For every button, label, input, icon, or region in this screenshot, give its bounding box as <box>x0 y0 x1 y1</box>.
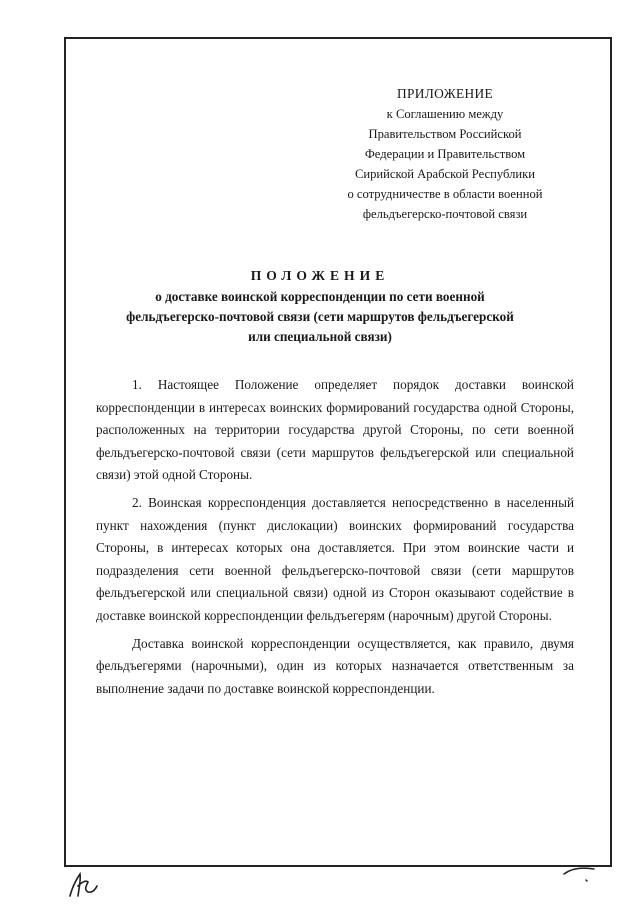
signature-initial-right <box>560 862 600 888</box>
document-title: ПОЛОЖЕНИЕ <box>250 268 390 283</box>
appendix-line: Правительством Российской <box>368 127 522 141</box>
appendix-line: к Соглашению между <box>386 107 504 121</box>
document-heading <box>100 266 540 347</box>
paragraph-2: 2. Воинская корреспонденция доставляется непосредственно в населенный пункт нахождения (пункт дислокации) воинских формирований государства Стороны, в интересах которых она доставляется. При этом воинские части и подразделения сети военной фельдъегерско-почтовой связи (сети маршрутов фельдъегерской или специальной связи) одной из Сторон оказывают содействие в доставке воинской корреспонденции фельдъегерям (нарочным) другой Стороны. <box>96 494 574 623</box>
document-subtitle-line: или специальной связи) <box>248 329 392 344</box>
appendix-line: Федерации и Правительством <box>364 147 526 161</box>
appendix-line: фельдъегерско-почтовой связи <box>362 207 528 221</box>
document-body <box>96 374 574 705</box>
paragraph-3: Доставка воинской корреспонденции осуществляется, как правило, двумя фельдъегерями (нарочными), один из которых назначается ответственным за выполнение задачи по доставке воинской корреспонденции. <box>96 635 574 696</box>
appendix-line: о сотрудничестве в области военной <box>347 187 543 201</box>
appendix-line: Сирийской Арабской Республики <box>355 167 535 181</box>
signature-initial-left <box>64 866 104 900</box>
document-subtitle-line: о доставке воинской корреспонденции по сети военной <box>155 289 485 304</box>
appendix-block <box>320 84 570 224</box>
appendix-title: ПРИЛОЖЕНИЕ <box>397 86 493 101</box>
document-subtitle-line: фельдъегерско-почтовой связи (сети маршрутов фельдъегерской <box>126 309 514 324</box>
paragraph-1: 1. Настоящее Положение определяет порядок доставки воинской корреспонденции в интересах воинских формирований государства одной Стороны, расположенных на территории государства другой Стороны, по сети военной фельдъегерско-почтовой связи (сети маршрутов фельдъегерской или специальной связи) этой одной Стороны. <box>96 377 574 483</box>
